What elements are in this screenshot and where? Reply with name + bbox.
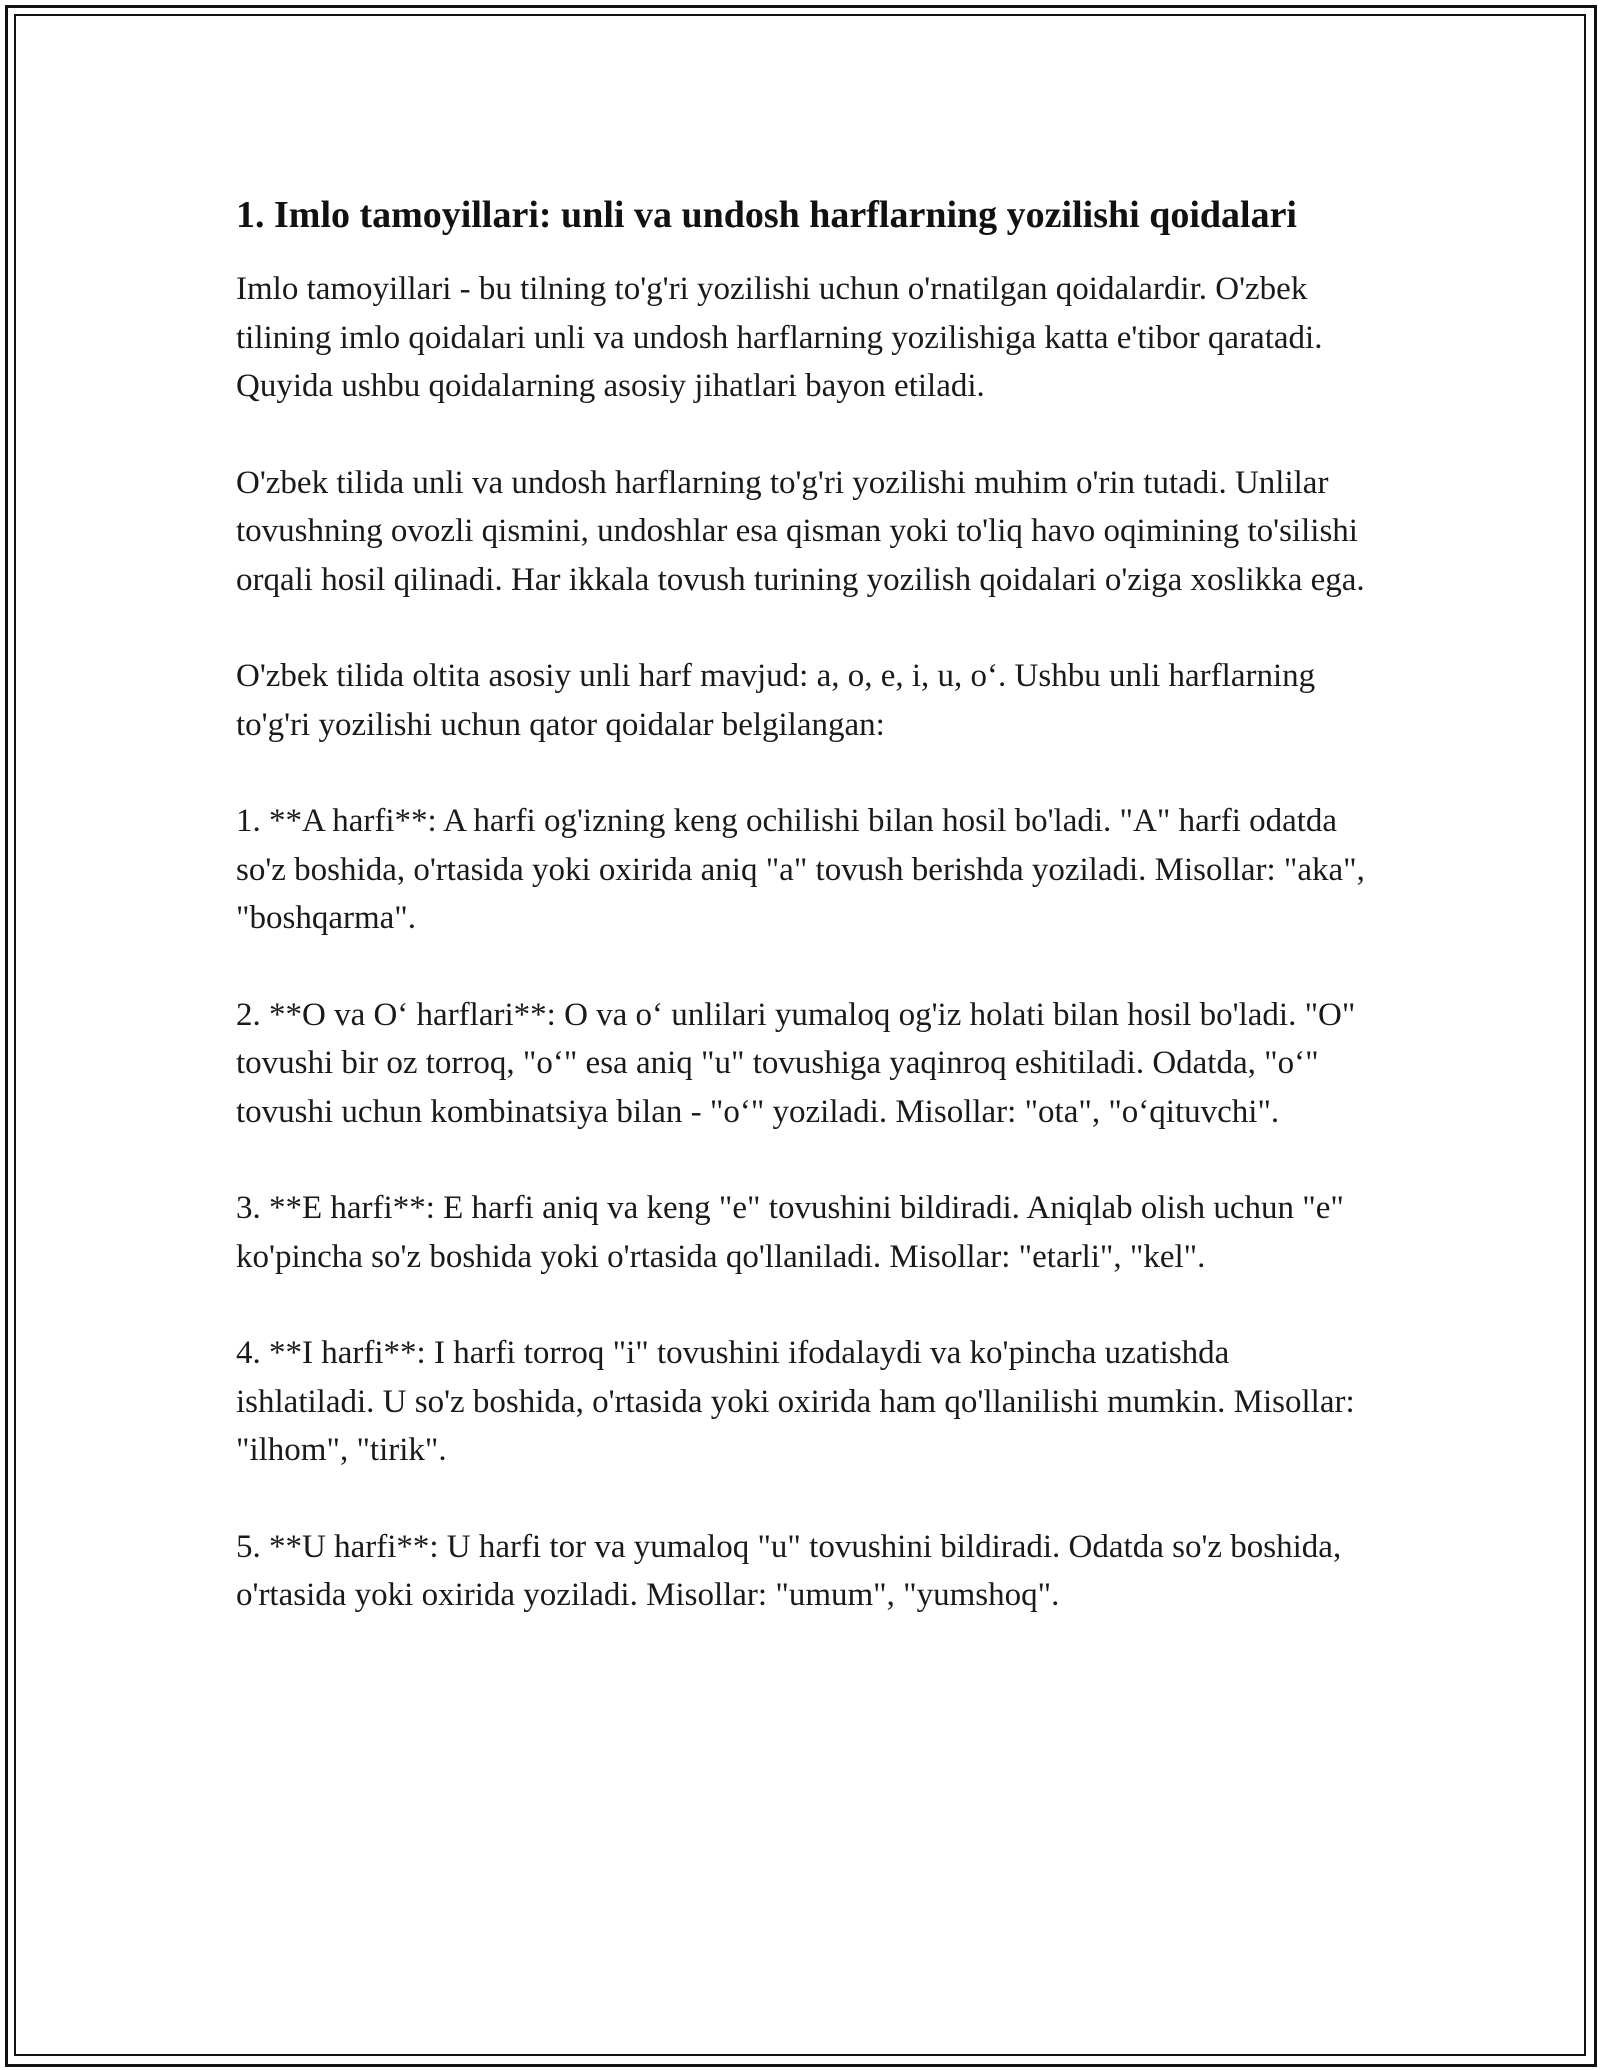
document-body	[236, 188, 1366, 1668]
rule-a-letter: 1. **A harfi**: A harfi og'izning keng ochilishi bilan hosil bo'ladi. "A" harfi odatda so'z boshida, o'rtasida yoki oxirida aniq "a" tovush berishda yoziladi. Misollar: "aka", "boshqarma".	[236, 803, 1365, 936]
rule-u-letter: 5. **U harfi**: U harfi tor va yumaloq "u" tovushini bildiradi. Odatda so'z boshida, o'rtasida yoki oxirida yoziladi. Misollar: "umum", "yumshoq".	[236, 1528, 1342, 1613]
section-title: 1. Imlo tamoyillari: unli va undosh harflarning yozilishi qoidalari	[236, 194, 1297, 236]
rule-o-letters: 2. **O va O‘ harflari**: O va o‘ unlilari yumaloq og'iz holati bilan hosil bo'ladi. "O" tovushi bir oz torroq, "o‘" esa aniq "u" tovushiga yaqinroq eshitiladi. Odatda, "o‘" tovushi uchun kombinatsiya bilan - "o‘" yoziladi. Misollar: "ota", "o‘qituvchi".	[236, 996, 1356, 1130]
rule-i-letter: 4. **I harfi**: I harfi torroq "i" tovushini ifodalaydi va ko'pincha uzatishda ishlatiladi. U so'z boshida, o'rtasida yoki oxirida ham qo'llanilishi mumkin. Misollar: "ilhom", "tirik".	[236, 1335, 1355, 1468]
paragraph-overview: O'zbek tilida unli va undosh harflarning to'g'ri yozilishi muhim o'rin tutadi. Unlilar tovushning ovozli qismini, undoshlar esa qisman yoki to'liq havo oqimining to'silishi orqali hosil qilinadi. Har ikkala tovush turining yozilish qoidalari o'ziga xoslikka ega.	[236, 464, 1365, 598]
rule-e-letter: 3. **E harfi**: E harfi aniq va keng "e" tovushini bildiradi. Aniqlab olish uchun "e" ko'pincha so'z boshida yoki o'rtasida qo'llaniladi. Misollar: "etarli", "kel".	[236, 1190, 1344, 1275]
paragraph-intro: Imlo tamoyillari - bu tilning to'g'ri yozilishi uchun o'rnatilgan qoidalardir. O'zbek tilining imlo qoidalari unli va undosh harflarning yozilishiga katta e'tibor qaratadi. Quyida ushbu qoidalarning asosiy jihatlari bayon etiladi.	[236, 271, 1323, 404]
paragraph-vowels: O'zbek tilida oltita asosiy unli harf mavjud: a, o, e, i, u, o‘. Ushbu unli harflarning to'g'ri yozilishi uchun qator qoidalar belgilangan:	[236, 658, 1316, 743]
